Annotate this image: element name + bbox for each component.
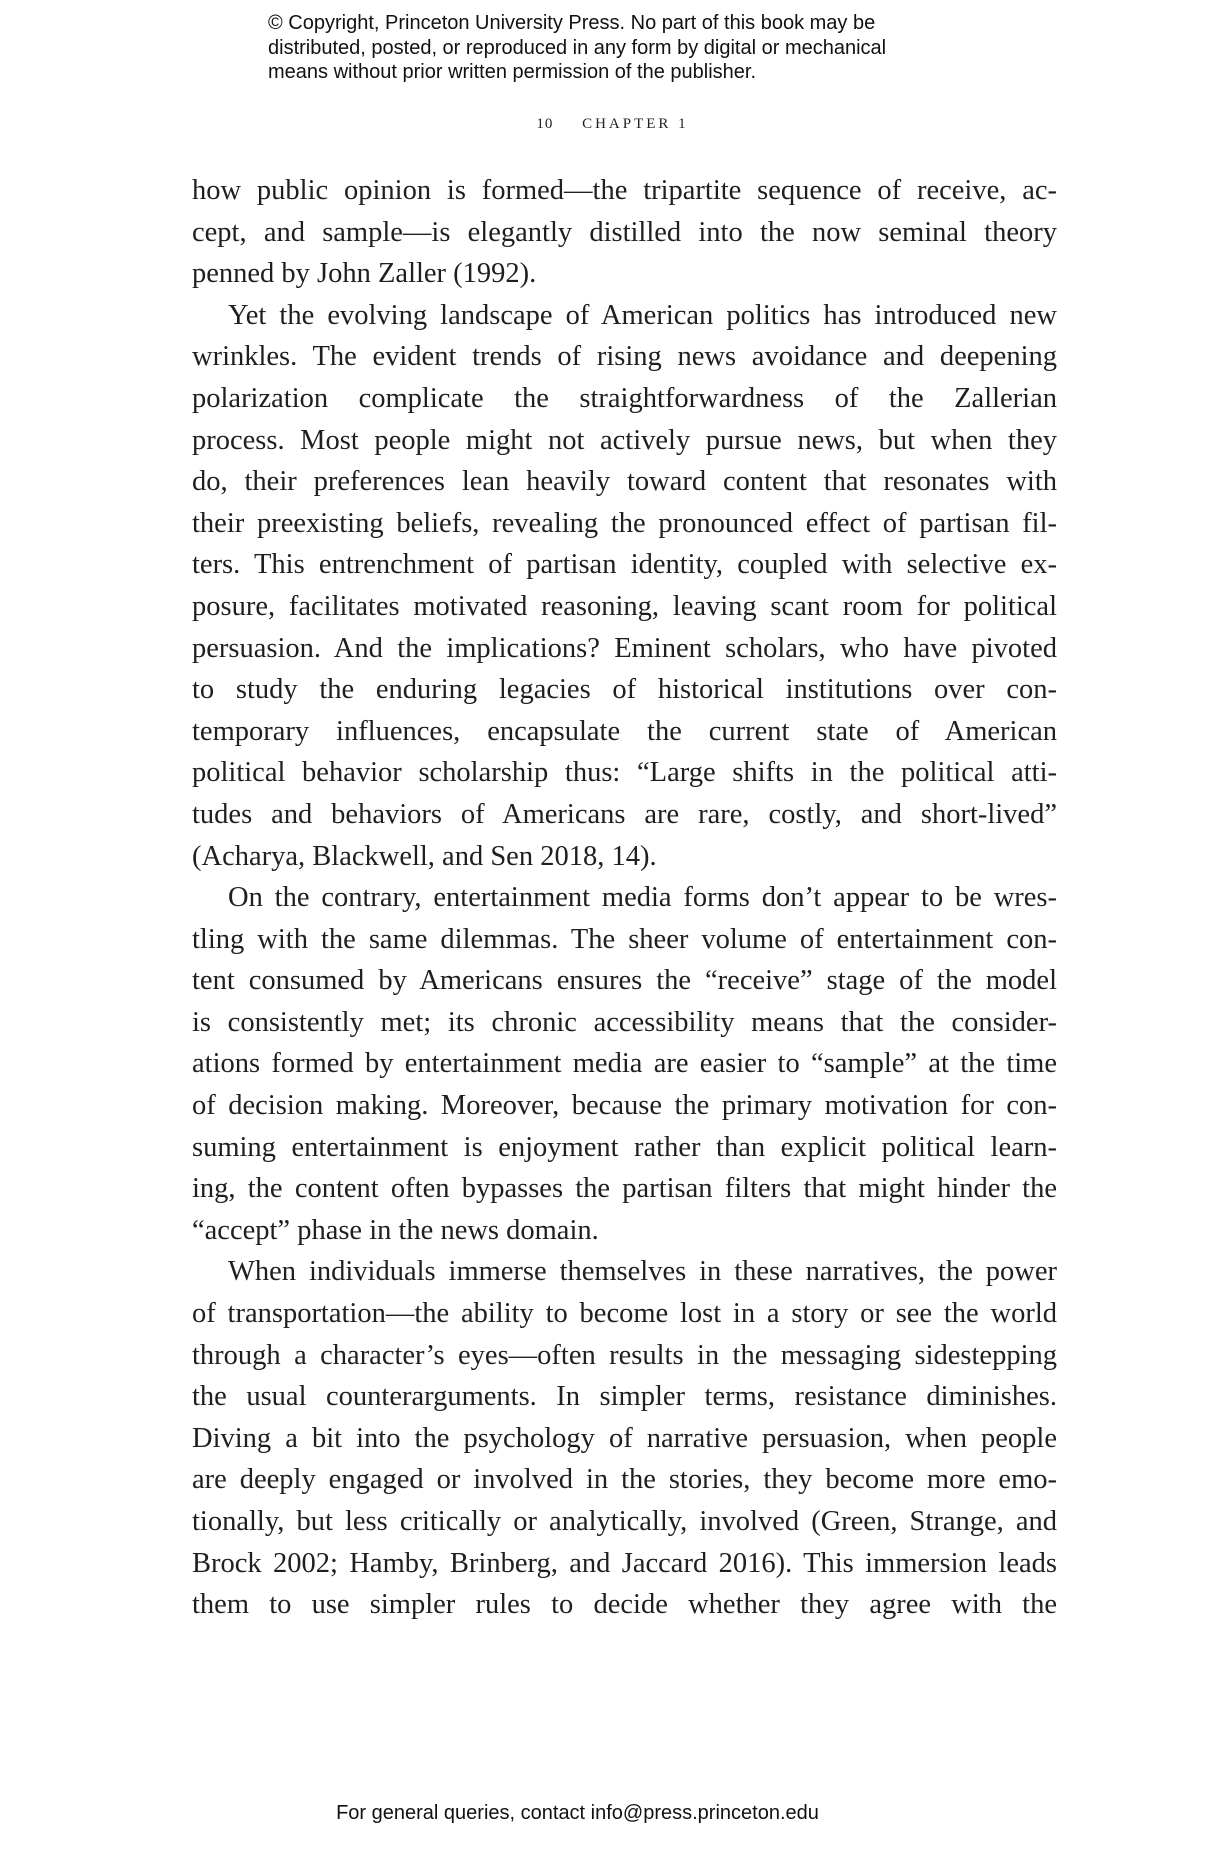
- text-line: of transportation—the ability to become lost in a story or see the world: [192, 1298, 1057, 1330]
- text-line: tent consumed by Americans ensures the “receive” stage of the model: [192, 965, 1057, 997]
- text-line: polarization complicate the straightforwardness of the Zallerian: [192, 382, 1057, 414]
- text-line: is consistently met; its chronic accessibility means that the consider-: [192, 1006, 1057, 1038]
- text-line: temporary influences, encapsulate the current state of American: [192, 715, 1057, 747]
- text-line: how public opinion is formed—the tripartite sequence of receive, ac-: [192, 175, 1057, 206]
- text-line: penned by John Zaller (1992).: [192, 258, 537, 290]
- text-line: Yet the evolving landscape of American politics has introduced new: [228, 299, 1057, 331]
- paragraph: [192, 877, 1057, 1251]
- text-line: cept, and sample—is elegantly distilled into the now seminal theory: [192, 216, 1057, 248]
- page-number: 10: [536, 116, 554, 132]
- text-line: ations formed by entertainment media are easier to “sample” at the time: [192, 1048, 1057, 1080]
- text-line: political behavior scholarship thus: “Large shifts in the political atti-: [192, 757, 1057, 789]
- text-line: do, their preferences lean heavily toward content that resonates with: [192, 466, 1057, 498]
- text-line: suming entertainment is enjoyment rather than explicit political learn-: [192, 1131, 1057, 1163]
- text-line: of decision making. Moreover, because the primary motivation for con-: [192, 1090, 1057, 1122]
- paragraph: [192, 1251, 1057, 1625]
- text-line: are deeply engaged or involved in the stories, they become more emo-: [192, 1464, 1057, 1496]
- copyright-line: distributed, posted, or reproduced in any form by digital or mechanical: [268, 36, 887, 59]
- text-line: process. Most people might not actively pursue news, but when they: [192, 424, 1057, 456]
- paragraph: [192, 295, 1057, 877]
- running-head: [0, 116, 1225, 133]
- text-line: Diving a bit into the psychology of narrative persuasion, when people: [192, 1422, 1057, 1454]
- text-line: them to use simpler rules to decide whether they agree with the: [192, 1589, 1057, 1621]
- text-line: to study the enduring legacies of historical institutions over con-: [192, 674, 1057, 706]
- text-line: “accept” phase in the news domain.: [192, 1214, 599, 1246]
- chapter-label: CHAPTER 1: [582, 116, 689, 132]
- copyright-notice: [268, 11, 988, 85]
- copyright-line: © Copyright, Princeton University Press. No part of this book may be: [268, 12, 876, 34]
- text-line: On the contrary, entertainment media forms don’t appear to be wres-: [228, 882, 1057, 914]
- text-line: When individuals immerse themselves in these narratives, the power: [228, 1256, 1057, 1288]
- text-line: tionally, but less critically or analytically, involved (Green, Strange, and: [192, 1506, 1057, 1537]
- text-line: wrinkles. The evident trends of rising news avoidance and deepening: [192, 341, 1057, 373]
- text-line: posure, facilitates motivated reasoning, leaving scant room for political: [192, 590, 1057, 622]
- text-line: their preexisting beliefs, revealing the pronounced effect of partisan fil-: [192, 507, 1057, 539]
- copyright-line: means without prior written permission of the publisher.: [268, 61, 757, 83]
- text-line: through a character’s eyes—often results in the messaging sidestepping: [192, 1339, 1057, 1371]
- contact-text: For general queries, contact info@press.princeton.edu: [336, 1802, 819, 1824]
- paragraph: [192, 170, 1057, 295]
- text-line: ing, the content often bypasses the partisan filters that might hinder the: [192, 1173, 1057, 1205]
- text-line: persuasion. And the implications? Eminent scholars, who have pivoted: [192, 632, 1057, 664]
- text-line: (Acharya, Blackwell, and Sen 2018, 14).: [192, 840, 657, 872]
- text-line: ters. This entrenchment of partisan identity, coupled with selective ex-: [192, 549, 1057, 581]
- text-line: tling with the same dilemmas. The sheer volume of entertainment con-: [192, 923, 1057, 955]
- body-text: [192, 170, 1057, 1626]
- text-line: tudes and behaviors of Americans are rare, costly, and short-lived”: [192, 798, 1057, 830]
- text-line: Brock 2002; Hamby, Brinberg, and Jaccard 2016). This immersion leads: [192, 1547, 1057, 1579]
- footer: [0, 1802, 1225, 1825]
- text-line: the usual counterarguments. In simpler terms, resistance diminishes.: [192, 1381, 1057, 1413]
